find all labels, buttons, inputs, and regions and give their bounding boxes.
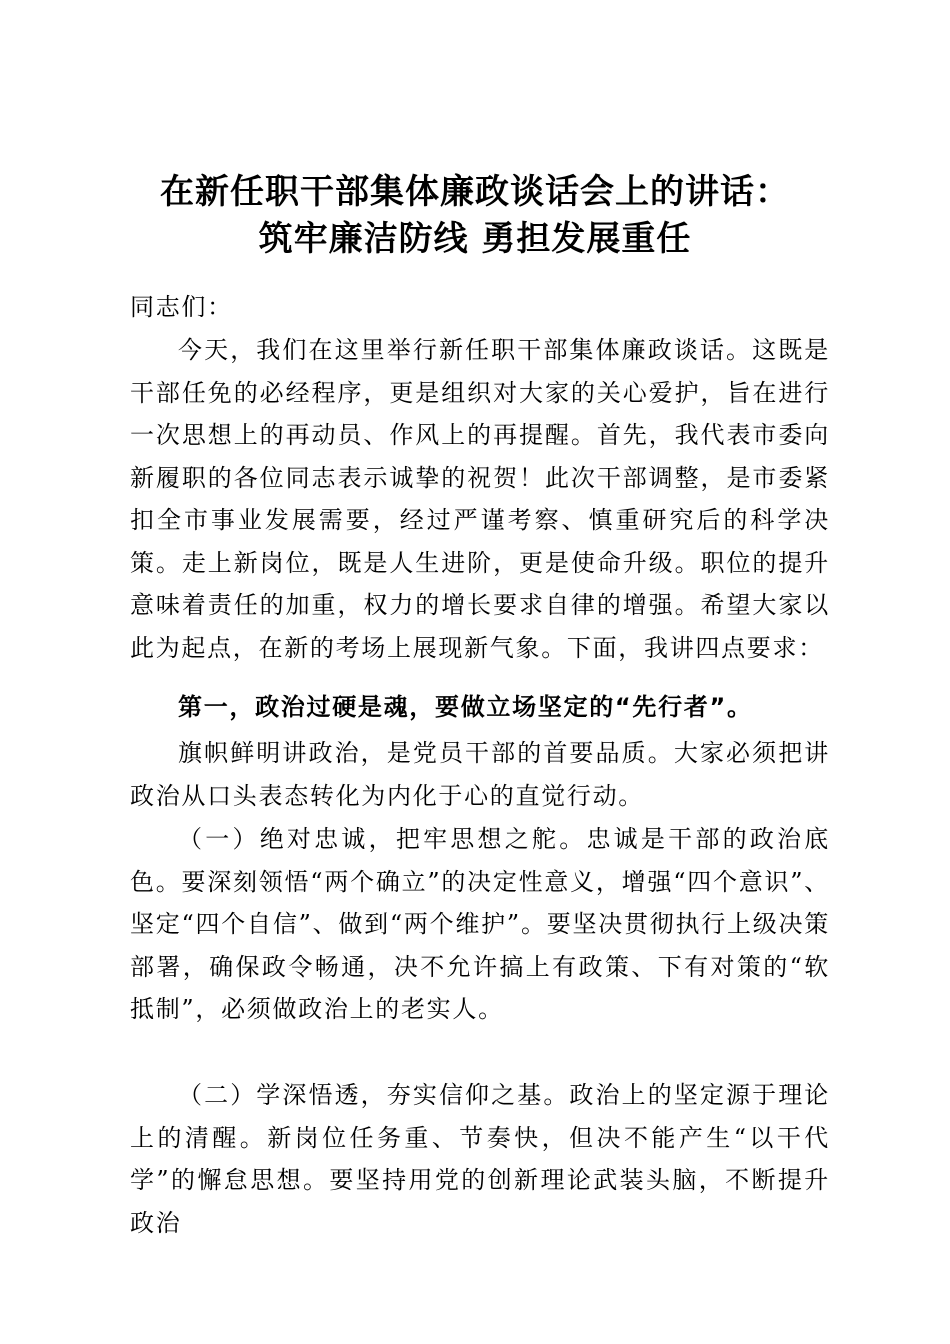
paragraph-study: （二）学深悟透，夯实信仰之基。政治上的坚定源于理论上的清醒。新岗位任务重、节奏快，但决不能产生“以干代学”的懈怠思想。要坚持用党的创新理论武装头脑，不断提升政治 bbox=[130, 1081, 830, 1237]
paragraph-block-3 bbox=[130, 818, 830, 1031]
paragraph-intro: 今天，我们在这里举行新任职干部集体廉政谈话。这既是干部任免的必经程序，更是组织对大家的关心爱护，旨在进行一次思想上的再动员、作风上的再提醒。首先，我代表市委向新履职的各位同志表示诚挚的祝贺！此次干部调整，是市委紧扣全市事业发展需要，经过严谨考察、慎重研究后的科学决策。走上新岗位，既是人生进阶，更是使命升级。职位的提升意味着责任的加重，权力的增长要求自律的增强。希望大家以此为起点，在新的考场上展现新气象。下面，我讲四点要求： bbox=[130, 336, 830, 662]
section-heading-block bbox=[130, 686, 830, 729]
document-title-line-1: 在新任职干部集体廉政谈话会上的讲话： bbox=[160, 172, 790, 212]
body-text bbox=[130, 329, 830, 669]
paragraph-loyalty: （一）绝对忠诚，把牢思想之舵。忠诚是干部的政治底色。要深刻领悟“两个确立”的决定性意义，增强“四个意识”、坚定“四个自信”、做到“两个维护”。要坚决贯彻执行上级决策部署，确保政令畅通，决不允许搞上有政策、下有对策的“软抵制”，必须做政治上的老实人。 bbox=[130, 825, 830, 1023]
paragraph-block-2 bbox=[130, 732, 830, 817]
paragraph-block-4 bbox=[130, 1074, 830, 1244]
section-heading-1: 第一，政治过硬是魂，要做立场坚定的“先行者”。 bbox=[178, 693, 753, 721]
salutation: 同志们： bbox=[130, 293, 233, 321]
document-title-line-2: 筑牢廉洁防线 勇担发展重任 bbox=[258, 219, 692, 259]
paragraph-politics: 旗帜鲜明讲政治，是党员干部的首要品质。大家必须把讲政治从口头表态转化为内化于心的直觉行动。 bbox=[130, 739, 830, 810]
